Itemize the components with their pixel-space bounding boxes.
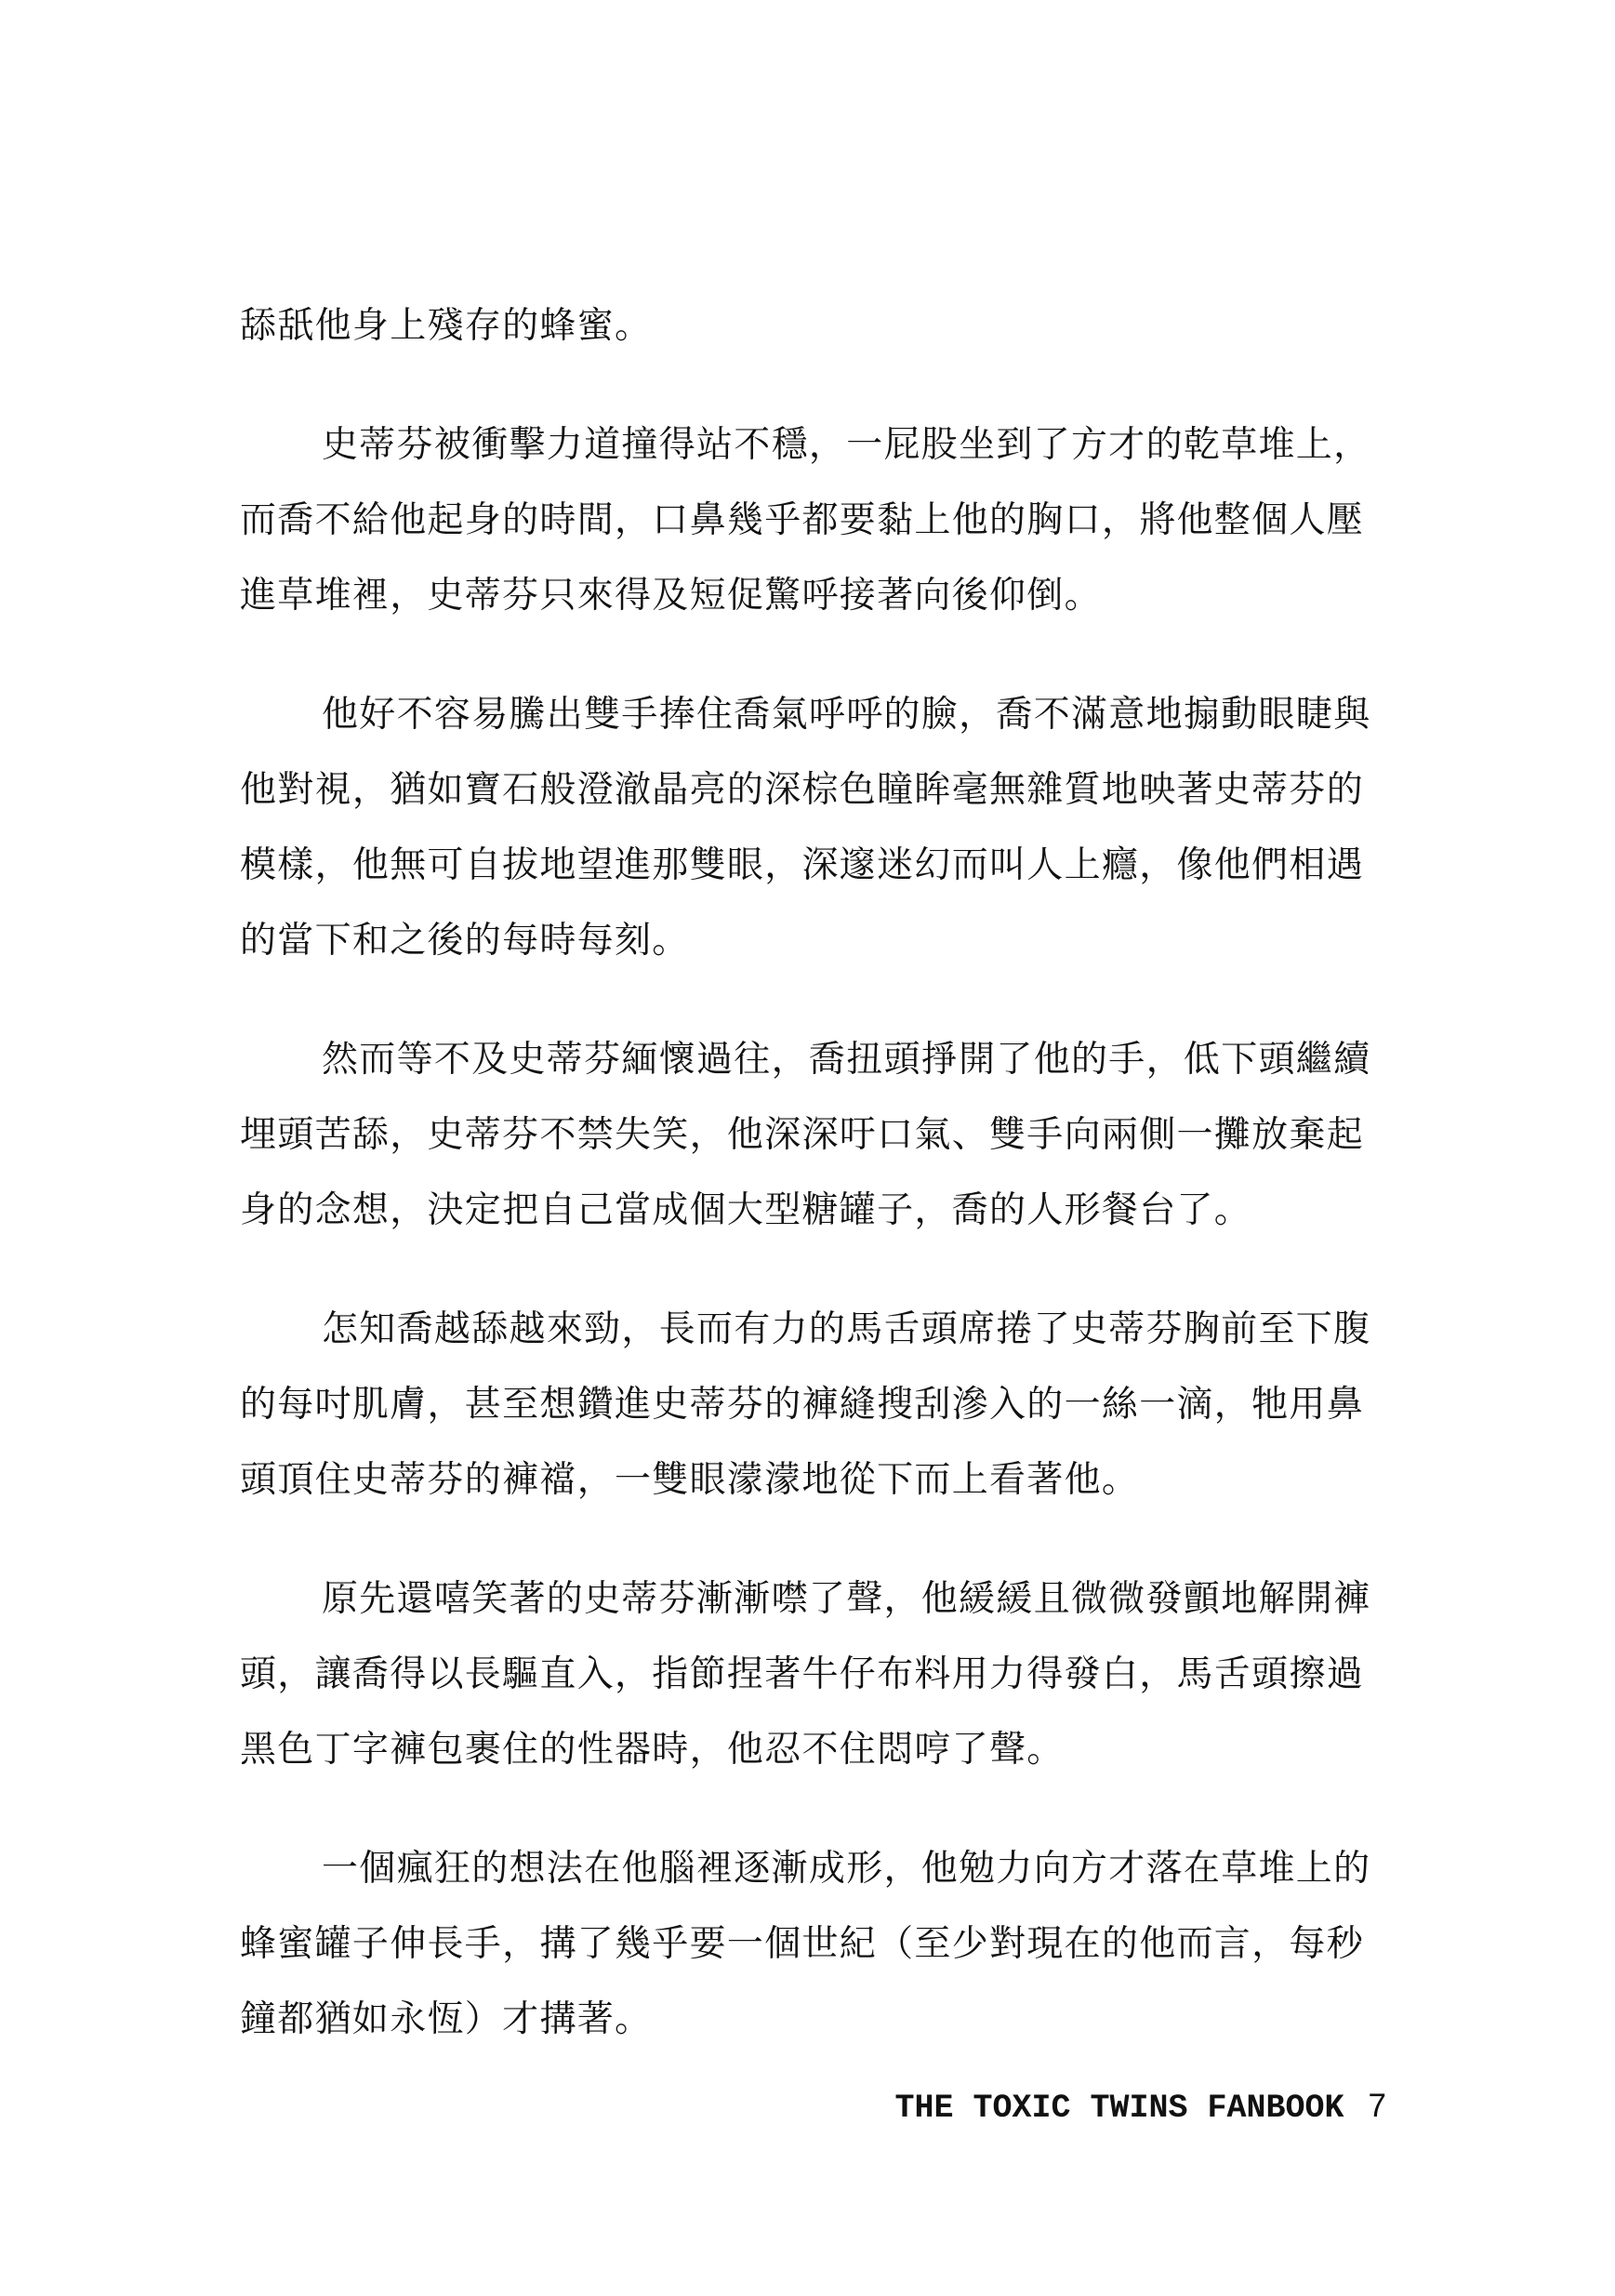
paragraph-gap — [240, 633, 1385, 677]
text-line: 史蒂芬被衝擊力道撞得站不穩，一屁股坐到了方才的乾草堆上， — [322, 424, 1371, 466]
paragraph-2 — [240, 407, 1385, 633]
paragraph-4 — [240, 1022, 1385, 1248]
paragraph-1 — [240, 288, 1385, 364]
text-line: 埋頭苦舔，史蒂芬不禁失笑，他深深吁口氣、雙手向兩側一攤放棄起 — [240, 1114, 1365, 1156]
text-line: 舔舐他身上殘存的蜂蜜。 — [240, 305, 653, 347]
text-line: 他對視，猶如寶石般澄澈晶亮的深棕色瞳眸毫無雜質地映著史蒂芬的 — [240, 769, 1365, 811]
text-line: 怎知喬越舔越來勁，長而有力的馬舌頭席捲了史蒂芬胸前至下腹 — [322, 1308, 1371, 1350]
paragraph-7 — [240, 1831, 1385, 2057]
text-line: 一個瘋狂的想法在他腦裡逐漸成形，他勉力向方才落在草堆上的 — [322, 1848, 1371, 1890]
page-number: 7 — [1368, 2088, 1387, 2124]
paragraph-gap — [240, 1787, 1385, 1831]
paragraph-gap — [240, 364, 1385, 407]
body-text — [240, 288, 1385, 2057]
text-line: 鐘都猶如永恆）才搆著。 — [240, 1998, 653, 2040]
text-line: 頭，讓喬得以長驅直入，指節捏著牛仔布料用力得發白，馬舌頭擦過 — [240, 1653, 1365, 1695]
text-line: 身的念想，決定把自己當成個大型糖罐子，喬的人形餐台了。 — [240, 1189, 1252, 1231]
paragraph-gap — [240, 1248, 1385, 1292]
text-line: 他好不容易騰出雙手捧住喬氣呼呼的臉，喬不滿意地搧動眼睫與 — [322, 694, 1371, 736]
text-line: 蜂蜜罐子伸長手，搆了幾乎要一個世紀（至少對現在的他而言，每秒 — [240, 1923, 1365, 1965]
text-line: 而喬不給他起身的時間，口鼻幾乎都要黏上他的胸口，將他整個人壓 — [240, 499, 1365, 541]
book-title: THE TOXIC TWINS FANBOOK — [894, 2090, 1344, 2127]
paragraph-3 — [240, 677, 1385, 978]
paragraph-5 — [240, 1292, 1385, 1518]
paragraph-6 — [240, 1561, 1385, 1787]
text-line: 進草堆裡，史蒂芬只來得及短促驚呼接著向後仰倒。 — [240, 575, 1102, 617]
paragraph-gap — [240, 978, 1385, 1022]
text-line: 模樣，他無可自拔地望進那雙眼，深邃迷幻而叫人上癮，像他們相遇 — [240, 844, 1365, 886]
text-line: 的每吋肌膚，甚至想鑽進史蒂芬的褲縫搜刮滲入的一絲一滴，牠用鼻 — [240, 1384, 1365, 1426]
text-line: 然而等不及史蒂芬緬懷過往，喬扭頭掙開了他的手，低下頭繼續 — [322, 1039, 1371, 1081]
text-line: 頭頂住史蒂芬的褲襠，一雙眼濛濛地從下而上看著他。 — [240, 1459, 1140, 1501]
text-line: 黑色丁字褲包裹住的性器時，他忍不住悶哼了聲。 — [240, 1729, 1065, 1771]
text-line: 的當下和之後的每時每刻。 — [240, 920, 690, 962]
page-footer — [894, 2088, 1387, 2127]
paragraph-gap — [240, 1518, 1385, 1561]
text-line: 原先還嘻笑著的史蒂芬漸漸噤了聲，他緩緩且微微發顫地解開褲 — [322, 1578, 1371, 1620]
